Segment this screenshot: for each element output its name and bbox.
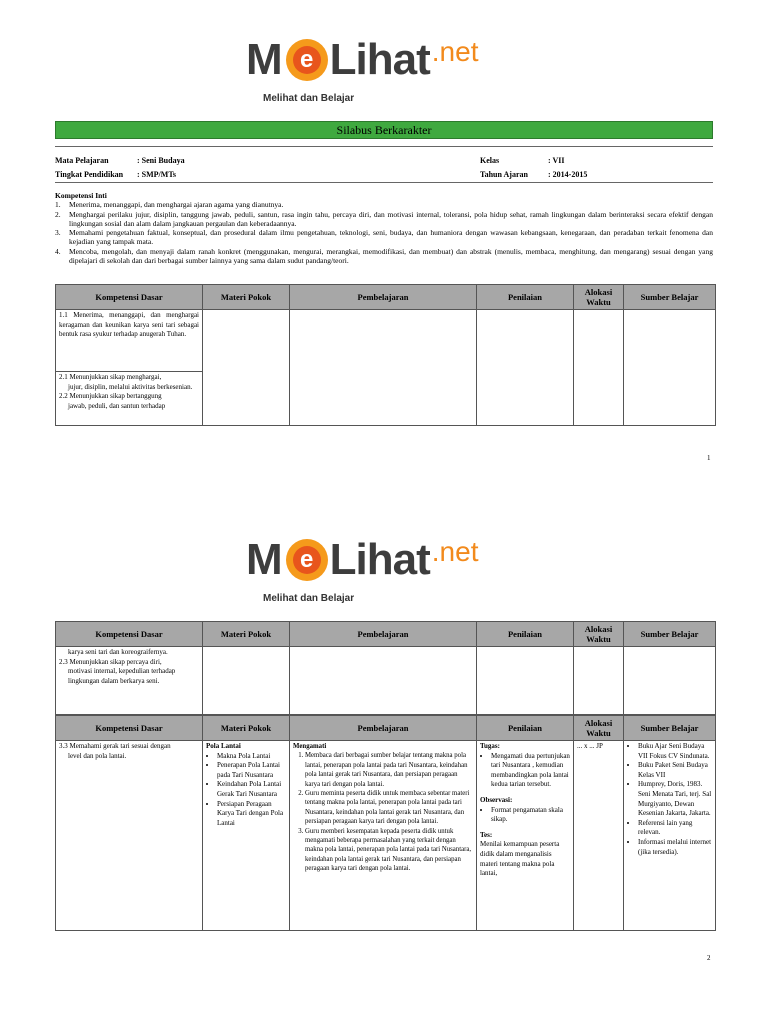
pembelajaran bbox=[290, 741, 477, 931]
silabus-table-p2b bbox=[55, 715, 716, 931]
year-value: : 2014-2015 bbox=[548, 170, 588, 179]
silabus-table-p2a bbox=[55, 621, 716, 715]
page-1 bbox=[0, 0, 768, 478]
header-pembelajaran: Pembelajaran bbox=[290, 622, 477, 647]
logo-circle-icon: e bbox=[286, 539, 328, 581]
level-label: Tingkat Pendidikan bbox=[55, 170, 124, 179]
page-2 bbox=[0, 478, 768, 1024]
divider bbox=[55, 182, 713, 183]
list-item: • Informasi melalui internet (jika tersedia). bbox=[638, 838, 712, 857]
tagline: Melihat dan Belajar bbox=[263, 93, 355, 104]
tugas-title: Tugas: bbox=[480, 742, 500, 750]
list-item: • Referensi lain yang relevan. bbox=[638, 819, 712, 838]
materi-pokok bbox=[203, 741, 290, 931]
list-item: • Penerapan Pola Lantai pada Tari Nusantara bbox=[217, 761, 286, 780]
header-penilaian: Penilaian bbox=[477, 716, 574, 741]
logo-lihat: Lihat bbox=[329, 535, 430, 584]
table-row bbox=[56, 647, 716, 715]
class-label: Kelas bbox=[480, 156, 500, 165]
list-item: • Buku Paket Seni Budaya Kelas VII bbox=[638, 761, 712, 780]
list-item: • Format pengamatan skala sikap. bbox=[491, 806, 570, 825]
divider bbox=[55, 146, 713, 147]
table-row bbox=[56, 741, 716, 931]
logo-m: M bbox=[246, 535, 282, 584]
header-sumber: Sumber Belajar bbox=[624, 622, 716, 647]
list-item: • Keindahan Pola Lantai Gerak Tari Nusantara bbox=[217, 780, 286, 799]
logo-circle-icon: e bbox=[286, 39, 328, 81]
ki-item: 3. Memahami pengetahuan faktual, konseptual, dan prosedural dalam ilmu pengetahuan, teknologi, seni, budaya, dan humaniora dengan wawasan kebangsaan, kenegaraan, dan peradaban terkait fenomena dan kejadian yang tampak mata. bbox=[55, 228, 713, 247]
document-title: Silabus Berkarakter bbox=[55, 121, 713, 139]
header-penilaian: Penilaian bbox=[477, 622, 574, 647]
pembelajaran-title: Mengamati bbox=[293, 743, 327, 750]
silabus-table-p1 bbox=[55, 284, 716, 426]
year-label: Tahun Ajaran bbox=[480, 170, 528, 179]
subject-value: : Seni Budaya bbox=[137, 156, 185, 165]
kd-2: 2.1 Menunjukkan sikap menghargai, jujur, disiplin, melalui aktivitas berkesenian. 2.2 Menunjukkan sikap bertanggung jawab, peduli, dan santun terhadap bbox=[56, 372, 203, 426]
list-item: • Persiapan Peragaan Karya Tari dengan Pola Lantai bbox=[217, 800, 286, 829]
subject-label: Mata Pelajaran bbox=[55, 156, 109, 165]
table-header bbox=[56, 622, 716, 647]
alokasi-waktu: ... x ... JP bbox=[574, 741, 624, 931]
level-value: : SMP/MTs bbox=[137, 170, 177, 179]
logo-m: M bbox=[246, 35, 282, 84]
page-number: 2 bbox=[707, 954, 711, 962]
header-kd: Kompetensi Dasar bbox=[56, 716, 203, 741]
table-row bbox=[56, 310, 716, 372]
logo-lihat: Lihat bbox=[329, 35, 430, 84]
brand-logo bbox=[246, 35, 479, 84]
list-item: • Buku Ajar Seni Budaya VII Fokus CV Sindunata. bbox=[638, 742, 712, 761]
tagline: Melihat dan Belajar bbox=[263, 593, 355, 604]
table-header bbox=[56, 716, 716, 741]
list-item: 2. Guru meminta peserta didik untuk membaca sebentar materi tentang makna pola lantai, penerapan pola lantai pada tari Nusantara, keindahan pola lantai gerak tari Nusantara, dan persiapan peragaan karya tari dengan pola lantai. bbox=[305, 789, 473, 827]
tes-title: Tes: bbox=[480, 830, 493, 839]
header-kd: Kompetensi Dasar bbox=[56, 285, 203, 310]
list-item: 3. Guru memberi kesempatan kepada peserta didik untuk mengamati beberapa permasalahan yang terkait dengan makna pola lantai, penerapan pola lantai pada tari Nusantara, keindahan pola lantai gerak tari Nusantara, dan persiapan peragaan karya tari dengan pola lantai. bbox=[305, 827, 473, 874]
logo-net: .net bbox=[431, 536, 479, 567]
kd-1-1: 1.1 Menerima, menanggapi, dan menghargai keragaman dan keunikan karya seni tari sebagai bentuk rasa syukur terhadap anugerah Tuhan. bbox=[56, 310, 203, 372]
ki-title: Kompetensi Inti bbox=[55, 191, 107, 200]
table-header bbox=[56, 285, 716, 310]
materi-title: Pola Lantai bbox=[206, 742, 241, 750]
list-item: • Humprey, Doris, 1983. Seni Menata Tari, terj. Sal Murgiyanto, Dewan Kesenian Jakarta, Jakarta. bbox=[638, 780, 712, 818]
kd-2-3: karya seni tari dan koreograifernya. 2.3 Menunjukkan sikap percaya diri, motivasi internal, kepedulian terhadap lingkungan dalam berkarya seni. bbox=[56, 647, 203, 715]
header-alokasi: Alokasi Waktu bbox=[574, 285, 624, 310]
header-alokasi: Alokasi Waktu bbox=[574, 622, 624, 647]
brand-logo bbox=[246, 535, 479, 584]
logo-net: .net bbox=[431, 36, 479, 67]
tes-text: Menilai kemampuan peserta didik dalam menganalisis materi tentang makna pola lantai, bbox=[480, 840, 560, 878]
header-materi: Materi Pokok bbox=[203, 716, 290, 741]
ki-item: 1. Menerima, menanggapi, dan menghargai ajaran agama yang dianutnya. bbox=[55, 200, 284, 210]
sumber-belajar bbox=[624, 741, 716, 931]
list-item: • Mengamati dua pertunjukan tari Nusantara , kemudian membandingkan pola lantai kedua tarian tersebut. bbox=[491, 752, 570, 790]
header-pembelajaran: Pembelajaran bbox=[290, 716, 477, 741]
header-materi: Materi Pokok bbox=[203, 285, 290, 310]
page-number: 1 bbox=[707, 454, 711, 462]
header-alokasi: Alokasi Waktu bbox=[574, 716, 624, 741]
header-materi: Materi Pokok bbox=[203, 622, 290, 647]
list-item: • Makna Pola Lantai bbox=[217, 752, 286, 762]
class-value: : VII bbox=[548, 156, 565, 165]
header-penilaian: Penilaian bbox=[477, 285, 574, 310]
header-pembelajaran: Pembelajaran bbox=[290, 285, 477, 310]
list-item: 1. Membaca dari berbagai sumber belajar tentang makna pola lantai, penerapan pola lantai pada tari Nusantara, keindahan pola lantai gerak tari Nusantara, dan persiapan peragaan karya tari dengan pola lantai. bbox=[305, 751, 473, 789]
kompetensi-inti bbox=[55, 191, 713, 265]
observasi-title: Observasi: bbox=[480, 795, 513, 804]
header-kd: Kompetensi Dasar bbox=[56, 622, 203, 647]
header-sumber: Sumber Belajar bbox=[624, 285, 716, 310]
ki-item: 4. Mencoba, mengolah, dan menyaji dalam ranah konkret (menggunakan, mengurai, merangkai, memodifikasi, dan membuat) dan abstrak (menulis, membaca, menghitung, dan mengarang) sesuai dengan yang dipelajari di sekolah dan dari berbagai sumber lainnya yang sama dalam sudut pandang/teori. bbox=[55, 246, 713, 266]
penilaian bbox=[477, 741, 574, 931]
header-sumber: Sumber Belajar bbox=[624, 716, 716, 741]
ki-item: 2. Menghargai perilaku jujur, disiplin, tanggung jawab, peduli, santun, rasa ingin tahu, percaya diri, dan motivasi internal, toleransi, pola hidup sehat, ramah lingkungan dalam berinteraksi secara efektif dengan lingkungan sosial dan alam dalam jangkauan pergaulan dan keberadaannya. bbox=[55, 209, 713, 228]
kd-3-3: 3.3 Memahami gerak tari sesuai dengan level dan pola lantai. bbox=[56, 741, 203, 931]
